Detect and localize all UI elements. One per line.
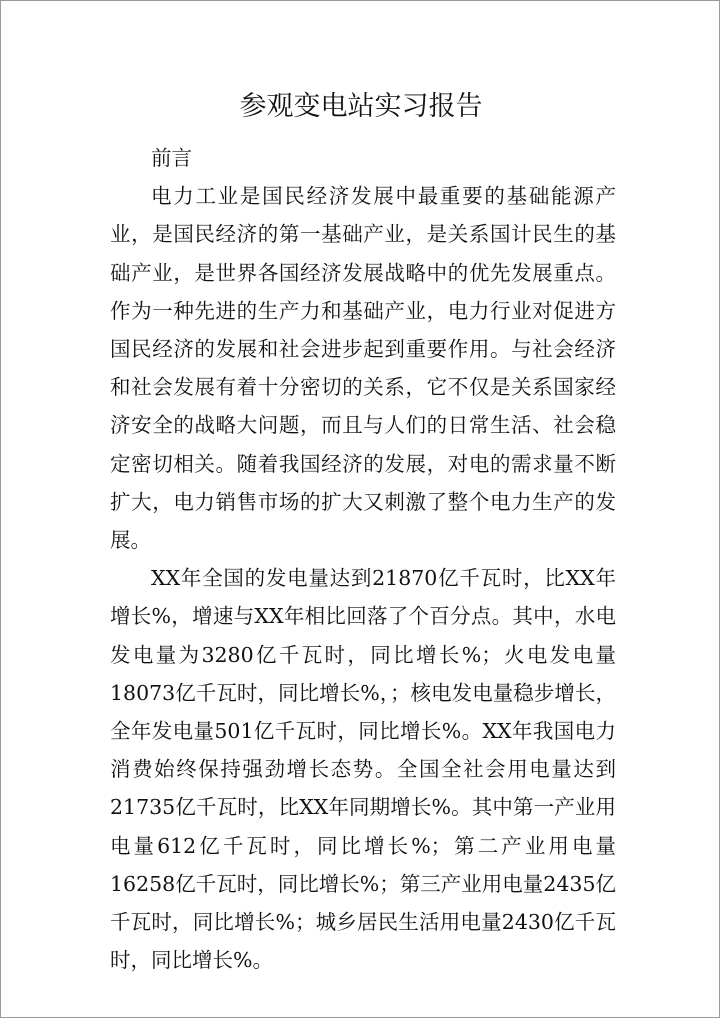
paragraph-intro: 电力工业是国民经济发展中最重要的基础能源产业，是国民经济的第一基础产业，是关系国计民生的基础产业，是世界各国经济发展战略中的优先发展重点。作为一种先进的生产力和基础产业，电力行业对促进方国民经济的发展和社会进步起到重要作用。与社会经济和社会发展有着十分密切的关系，它不仅是关系国家经济安全的战略大问题，而且与人们的日常生活、社会稳定密切相关。随着我国经济的发展，对电的需求量不断扩大，电力销售市场的扩大又刺激了整个电力生产的发展。	[110, 184, 616, 553]
section-heading: 前言	[151, 146, 192, 170]
document-title: 参观变电站实习报告	[239, 91, 483, 122]
document-body	[110, 139, 616, 979]
paragraph-statistics: XX年全国的发电量达到21870亿千瓦时，比XX年增长%，增速与XX年相比回落了个百分点。其中，水电发电量为3280亿千瓦时，同比增长%；火电发电量18073亿千瓦时，同比增长%，；核电发电量稳步增长，全年发电量501亿千瓦时，同比增长%。XX年我国电力消费始终保持强劲增长态势。全国全社会用电量达到21735亿千瓦时，比XX年同期增长%。其中第一产业用电量612亿千瓦时，同比增长%；第二产业用电量16258亿千瓦时，同比增长%；第三产业用电量2435亿千瓦时，同比增长%；城乡居民生活用电量2430亿千瓦时，同比增长%。	[110, 566, 616, 973]
